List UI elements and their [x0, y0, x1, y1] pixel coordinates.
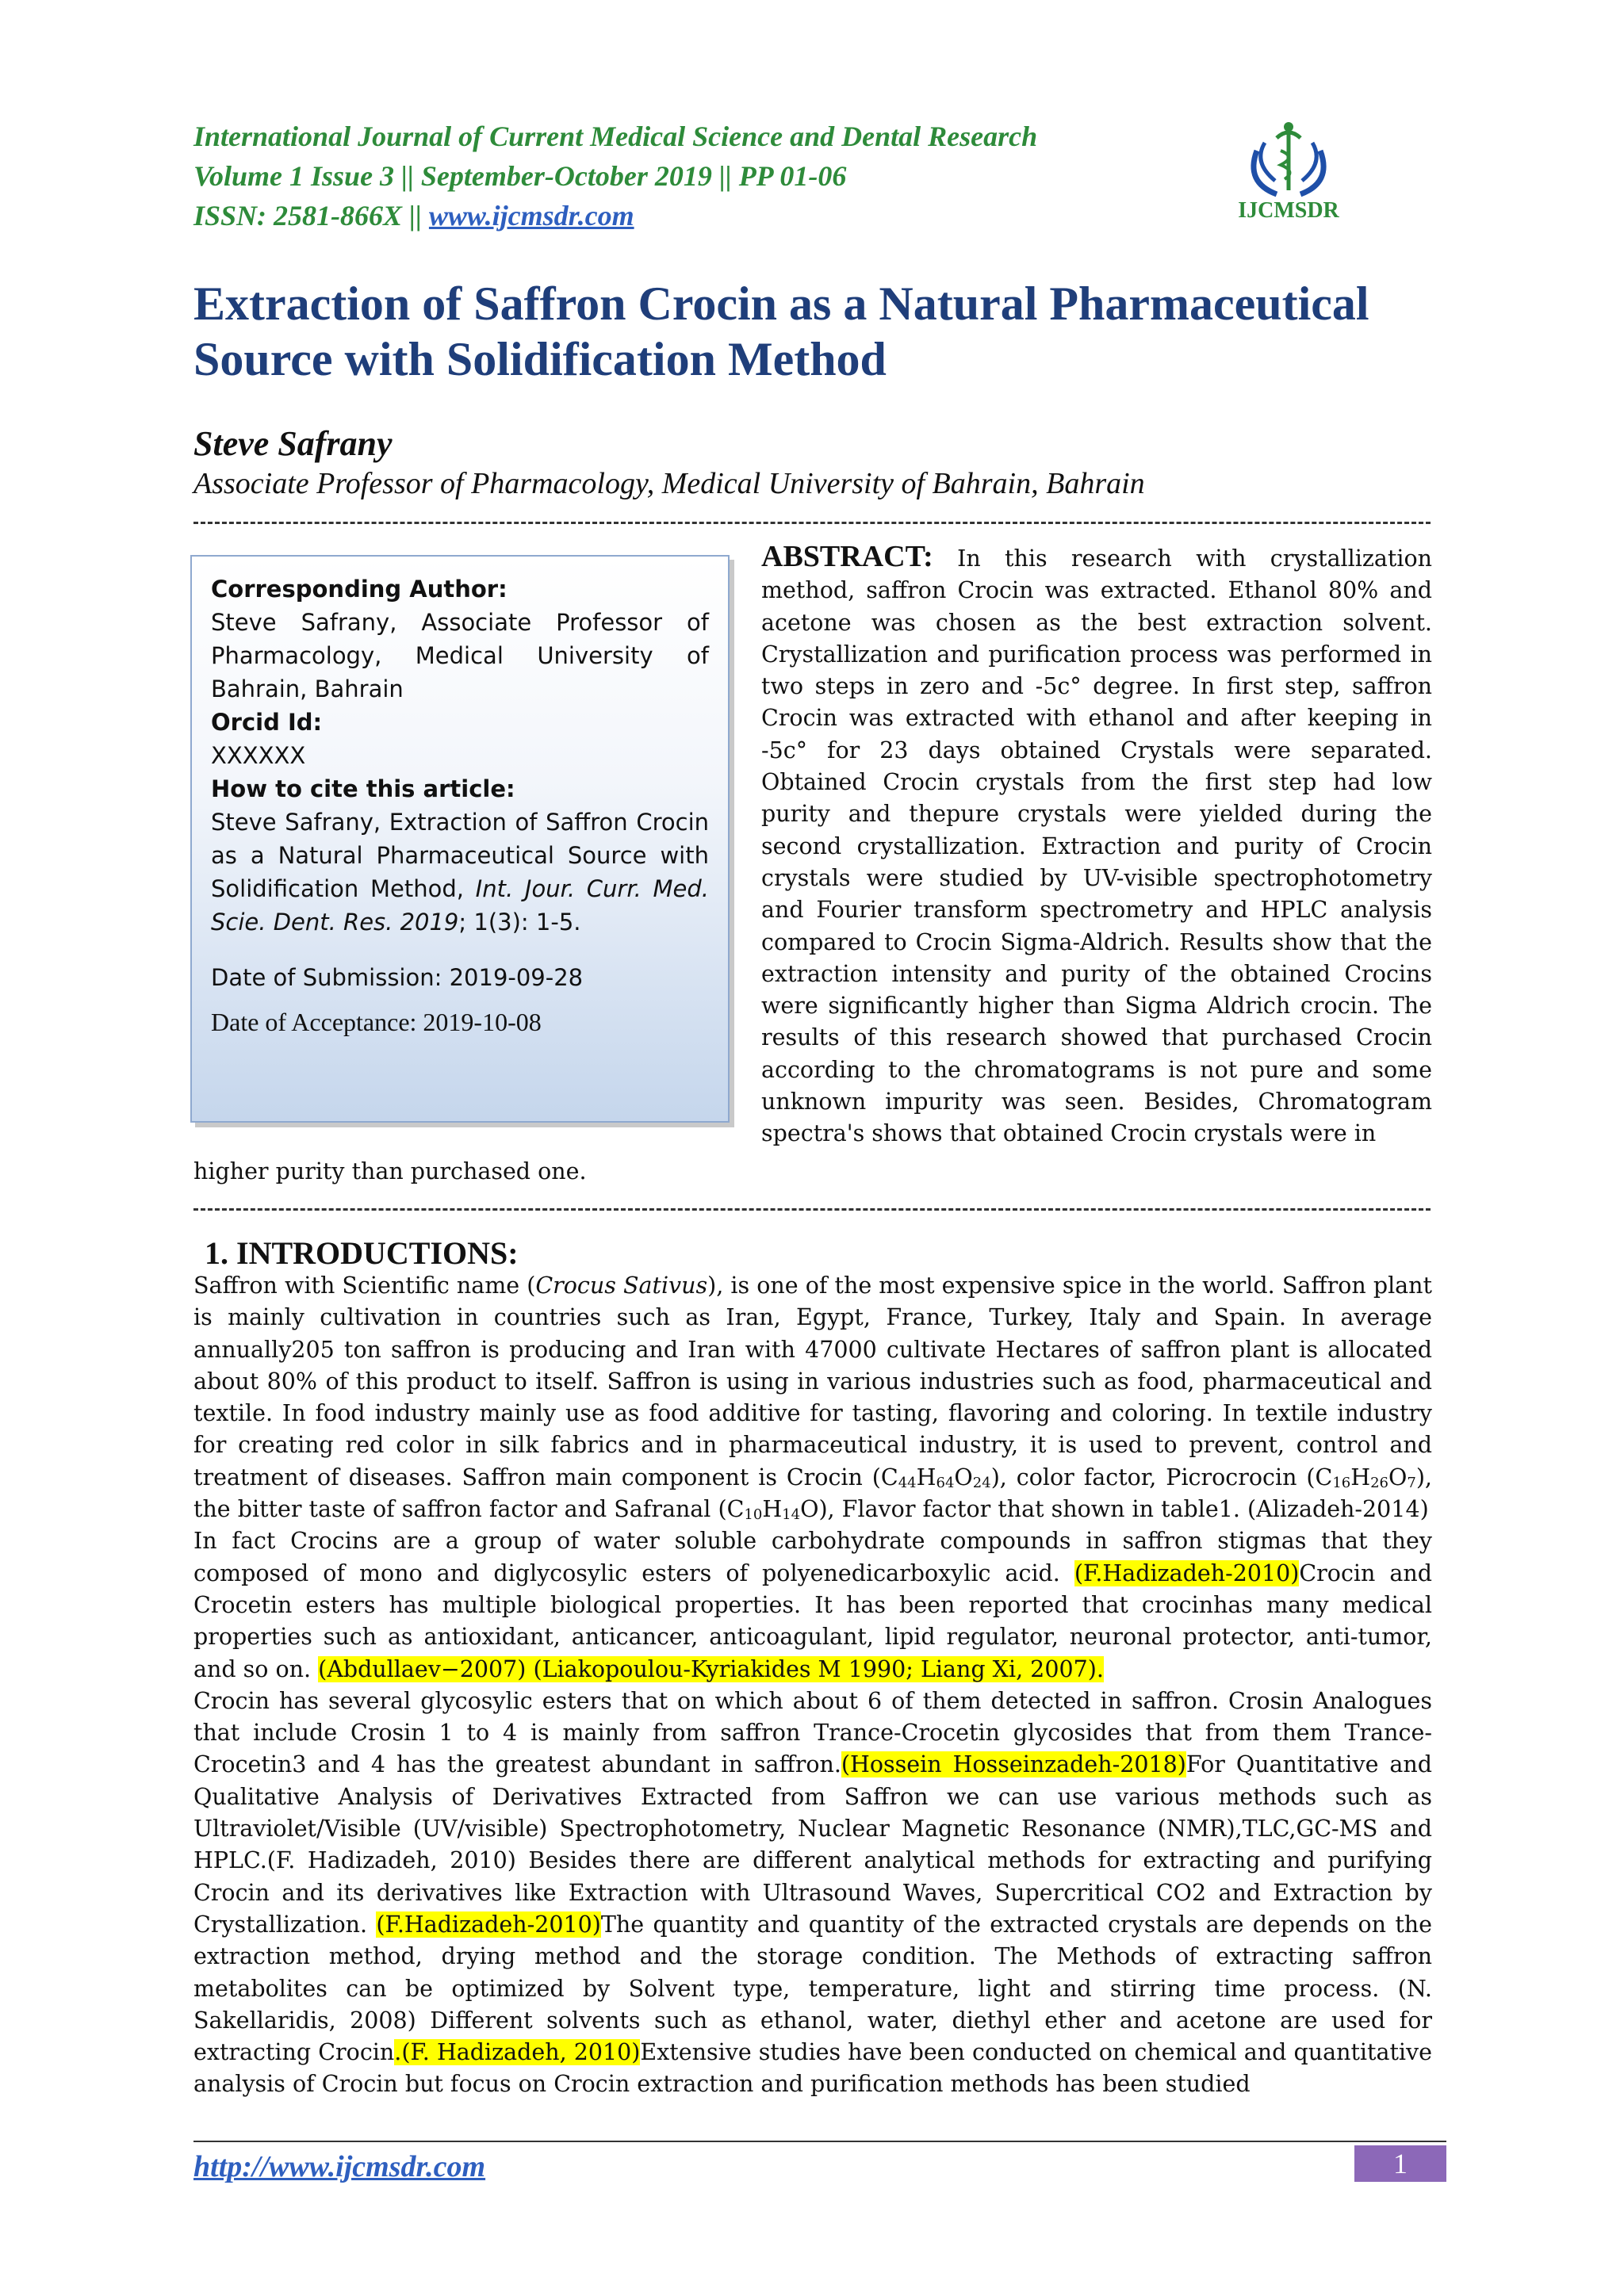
citation-highlight: (Abdullaev−2007) (Liakopoulou-Kyriakides M 1990; Liang Xi, 2007).: [318, 1655, 1104, 1682]
intro-paragraph-1: Saffron with Scientific name (Crocus Sativus), is one of the most expensive spice in the world. Saffron plant is mainly cultivation in countries such as Iran, Egypt, France, Turkey, Italy and Spain. In average annually205 ton saffron is producing and Iran with 47000 cultivate Hectares of saffron plant is allocated about 80% of this product to itself. Saffron is using in various industries such as food, pharmaceutical and textile. In food industry mainly use as food additive for tasting, flavoring and coloring. In textile industry for creating red color in silk fabrics and in pharmaceutical industry, it is used to prevent, control and treatment of diseases. Saffron main component is Crocin $(C_{44}H_{64}O_{24})$, color factor, Picrocrocin $(C_{16}H_{26}O_7)$, the bitter taste of saffron factor and Safranal $(C_{10}H_{14}O)$, Flavor factor that shown in table1. (Alizadeh-2014): [193, 1272, 1432, 1524]
abstract-heading: ABSTRACT:: [761, 540, 933, 573]
journal-name: International Journal of Current Medical Science and Dental Research: [193, 121, 1038, 152]
orcid-value: XXXXXX: [211, 742, 306, 769]
cite-journal: Int. Jour. Curr. Med. Scie. Dent. Res. 2019: [211, 875, 709, 936]
intro-paragraph-2: In fact Crocins are a group of water soluble carbohydrate compounds in saffron stigmas that they composed of mono and diglycosylic esters of polyenedicarboxylic acid. (F.Hadizadeh-2010)Crocin and Crocetin esters has multiple biological properties. It has been reported that crocinhas many medical properties such as antioxidant, anticancer, anticoagulant, lipid regulator, neuronal protector, anti-tumor, and so on. (Abdullaev−2007) (Liakopoulou-Kyriakides M 1990; Liang Xi, 2007).: [193, 1528, 1433, 1682]
corresponding-author-box: [190, 555, 730, 1123]
journal-website-link[interactable]: www.ijcmsdr.com: [428, 200, 634, 232]
abstract: [761, 541, 1432, 1150]
abstract-text: In this research with crystallization method, saffron Crocin was extracted. Ethanol 80% and acetone was chosen as the best extraction solvent. Crystallization and purification process was performed in two steps in zero and -5c° degree. In first step, saffron Crocin was extracted with ethanol and after keeping in -5c° for 23 days obtained Crystals were separated. Obtained Crocin crystals from the first step had low purity and thepure crystals were yielded during the second crystallization. Extraction and purity of Crocin crystals were studied by UV-visible spectrophotometry and Fourier transform spectrometry and HPLC analysis compared to Crocin Sigma-Aldrich. Results show that the extraction intensity and purity of the obtained Crocins were significantly higher than Sigma Aldrich crocin. The results of this research showed that purchased Crocin according to the chromatograms is not pure and some unknown impurity was seen. Besides, Chromatogram spectra's shows that obtained Crocin crystals were in: [761, 545, 1432, 1147]
submission-date: Date of Submission: 2019-09-28: [211, 964, 584, 991]
cite-text-part2: ; 1(3): 1-5.: [458, 909, 581, 936]
citation-highlight: (F.Hadizadeh-2010): [1074, 1559, 1300, 1586]
introduction-body: [193, 1270, 1432, 2101]
divider-top: [193, 522, 1431, 524]
citation-highlight: .(F. Hadizadeh, 2010): [394, 2039, 641, 2066]
footer-rule: [193, 2141, 1446, 2142]
issn-line: [193, 197, 634, 235]
journal-logo-icon: [1221, 119, 1356, 222]
corresponding-author-label: Corresponding Author:: [211, 576, 508, 603]
footer-website-link[interactable]: http://www.ijcmsdr.com: [193, 2150, 486, 2183]
corresponding-author-text: Steve Safrany, Associate Professor of Pharmacology, Medical University of Bahrain, Bahrain: [211, 609, 709, 702]
species-name: Crocus Sativus: [535, 1272, 708, 1299]
article-title: Extraction of Saffron Crocin as a Natural Pharmaceutical Source with Solidification Method: [193, 277, 1369, 385]
abstract-tail: higher purity than purchased one.: [193, 1158, 587, 1184]
logo-text: IJCMSDR: [1238, 198, 1339, 222]
author-name: Steve Safrany: [193, 424, 393, 463]
divider-bottom: [193, 1208, 1431, 1211]
citation-highlight: (Hossein Hosseinzadeh-2018): [841, 1751, 1186, 1778]
cite-text-part1: Steve Safrany, Extraction of Saffron Crocin as a Natural Pharmaceutical Source with Solidification Method,: [211, 809, 709, 902]
section-heading: 1. INTRODUCTIONS:: [205, 1235, 519, 1271]
page-number: 1: [1354, 2145, 1446, 2182]
orcid-label: Orcid Id:: [211, 709, 323, 736]
citation-highlight: (F.Hadizadeh-2010): [376, 1911, 601, 1938]
cite-text: [211, 806, 709, 939]
cite-label: How to cite this article:: [211, 775, 515, 802]
intro-paragraph-3: Crocin has several glycosylic esters that on which about 6 of them detected in saffron. Crosin Analogues that include Crosin 1 to 4 is mainly from saffron Trance-Crocetin glycosides that from them Trance-Crocetin3 and 4 has the greatest abundant in saffron.(Hossein Hosseinzadeh-2018)For Quantitative and Qualitative Analysis of Derivatives Extracted from Saffron we can use various methods such as Ultraviolet/Visible (UV/visible) Spectrophotometry, Nuclear Magnetic Resonance (NMR),TLC,GC-MS and HPLC.(F. Hadizadeh, 2010) Besides there are different analytical methods for extracting and purifying Crocin and its derivatives like Extraction with Ultrasound Waves, Supercritical CO2 and Extraction by Crystallization. (F.Hadizadeh-2010)The quantity and quantity of the extracted crystals are depends on the extraction method, drying method and the storage condition. The Methods of extracting saffron metabolites can be optimized by Solvent type, temperature, light and stirring time process. (N. Sakellaridis, 2008) Different solvents such as ethanol, water, diethyl ether and acetone are used for extracting Crocin.(F. Hadizadeh, 2010)Extensive studies have been conducted on chemical and quantitative analysis of Crocin but focus on Crocin extraction and purification methods has been studied: [193, 1687, 1432, 2098]
author-affiliation: Associate Professor of Pharmacology, Medical University of Bahrain, Bahrain: [193, 467, 1145, 500]
volume-line: Volume 1 Issue 3 || September-October 2019 || PP 01-06: [193, 160, 847, 192]
issn-text: ISSN: 2581-866X ||: [193, 200, 429, 232]
acceptance-date: Date of Acceptance: 2019-10-08: [211, 1008, 542, 1036]
